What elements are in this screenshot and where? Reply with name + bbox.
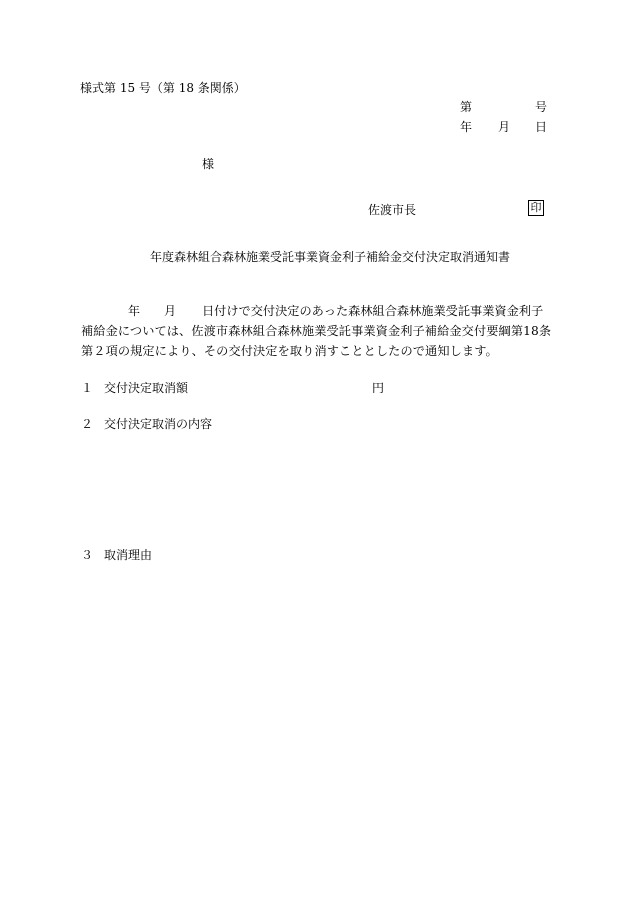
issuer-name: 佐渡市長: [368, 203, 417, 217]
item-3-number: ３: [81, 548, 94, 562]
item-2-label: 交付決定取消の内容: [104, 417, 213, 431]
body-year: 年: [128, 304, 141, 318]
addressee-suffix: 様: [202, 157, 215, 171]
date-day: 日: [535, 120, 548, 134]
document-title: 年度森林組合森林施業受託事業資金利子補給金交付決定取消通知書: [150, 250, 511, 264]
item-1-number: １: [81, 381, 94, 395]
form-label: 様式第 15 号（第 18 条関係）: [80, 81, 246, 95]
body-month: 月: [164, 304, 177, 318]
item-3-label: 取消理由: [104, 548, 153, 562]
item-1-label: 交付決定取消額: [104, 381, 189, 395]
date-month: 月: [498, 120, 511, 134]
seal-mark: 印: [528, 200, 544, 216]
body-line-3: 第２項の規定により、その交付決定を取り消すこととしたので通知します。: [81, 344, 498, 358]
body-line-2: 補給金については、佐渡市森林組合森林施業受託事業資金利子補給金交付要綱第18条: [81, 324, 552, 338]
item-1-unit: 円: [372, 381, 385, 395]
number-prefix: 第: [460, 100, 473, 114]
body-line-1: 日付けで交付決定のあった森林組合森林施業受託事業資金利子: [202, 304, 544, 318]
number-suffix: 号: [535, 100, 548, 114]
item-2-number: ２: [81, 417, 94, 431]
date-year: 年: [460, 120, 473, 134]
